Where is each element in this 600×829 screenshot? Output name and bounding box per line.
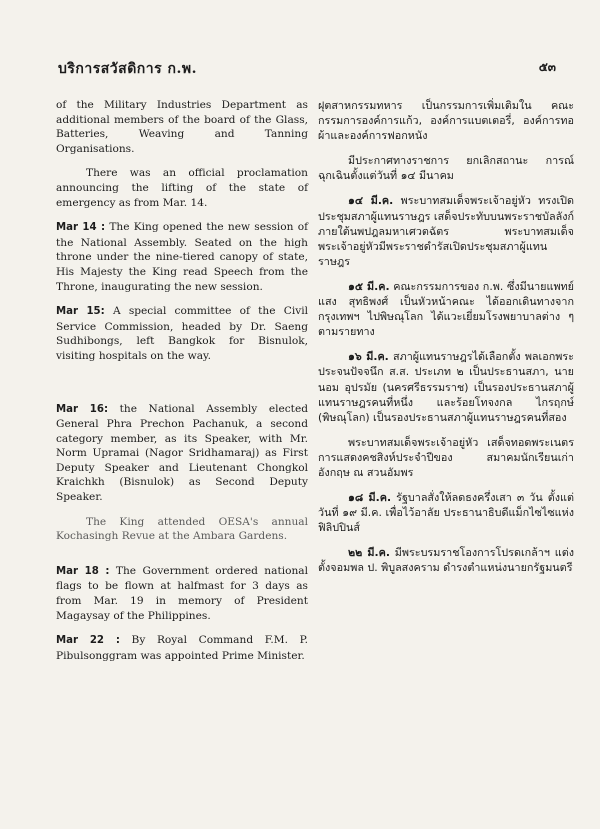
entry-date: ๑๔ มี.ค. [348, 194, 394, 208]
paragraph-revue [56, 515, 308, 544]
thai-entry-16 [318, 349, 574, 424]
entry-date: Mar 22 : [56, 635, 120, 647]
entry-date: Mar 18 : [56, 565, 110, 577]
entry-mar-15 [56, 304, 308, 363]
entry-date: ๑๘ มี.ค. [348, 491, 392, 505]
paragraph-text: of the Military Industries Department as additional members of the board of the Glass, Batteries, Weaving and Tanning Organisations. [56, 99, 308, 155]
page-header [58, 58, 556, 82]
thai-column [318, 98, 574, 576]
entry-mar-22 [56, 633, 308, 663]
english-column [56, 98, 308, 663]
entry-text: รัฐบาลสั่งให้ลดธงครึ่งเสา ๓ วัน ตั้งแต่วันที่ ๑๙ มี.ค. เพื่อไว้อาลัย ประธานาธิบดีแม็กไซไซแห่งฟิลิปปินส์ [318, 491, 574, 535]
entry-text: มีพระบรมราชโองการโปรดเกล้าฯ แต่งตั้งจอมพล ป. พิบูลสงคราม ดำรงตำแหน่งนายกรัฐมนตรี [318, 546, 574, 575]
entry-date: ๒๒ มี.ค. [348, 546, 390, 560]
entry-text: the National Assembly elected General Phra Prechon Pachanuk, a second category member, as its Speaker, with Mr. Norm Upramai (Nagor Sridhamaraj) as First Deputy Speaker and Lieutenant Chongkol Kraichkh (Bisnulok) as Second Deputy Speaker. [56, 402, 308, 504]
thai-entry-15 [318, 279, 574, 339]
entry-date: Mar 15: [56, 306, 105, 318]
paragraph-text: The King attended OESA's annual Kochasingh Revue at the Ambara Gardens. [56, 515, 308, 543]
entry-text: The Government ordered national flags to be flown at halfmast for 3 days as from Mar. 19 in memory of President Magaysay of the Philippines. [56, 564, 308, 622]
paragraph-continuation [56, 98, 308, 156]
page-number: ๕๓ [538, 60, 556, 74]
entry-text: คณะกรรมการของ ก.พ. ซึ่งมีนายแพทย์แสง สุทธิพงศ์ เป็นหัวหน้าคณะ ได้ออกเดินทางจากกรุงเทพฯ ไปพิษณุโลก ได้แวะเยี่ยมโรงพยาบาลต่าง ๆ ตามรายทาง [318, 279, 575, 339]
thai-paragraph-continuation [318, 98, 574, 143]
paragraph-text: มีประกาศทางราชการ ยกเลิกสถานะ การณ์ฉุกเฉินตั้งแต่วันที่ ๑๔ มีนาคม [318, 154, 574, 183]
entry-date: Mar 16: [56, 403, 109, 415]
paragraph-text: There was an official proclamation announcing the lifting of the state of emergency as from Mar. 14. [56, 167, 308, 209]
entry-text: By Royal Command F.M. P. Pibulsonggram was appointed Prime Minister. [56, 634, 308, 662]
paragraph-text: พระบาทสมเด็จพระเจ้าอยู่หัว เสด็จทอดพระเนตรการแสดงคชสิงห์ประจำปีของ สมาคมนักเรียนเก่าอังกฤษ ณ สวนอัมพร [318, 435, 574, 479]
entry-date: ๑๕ มี.ค. [348, 279, 390, 293]
running-title: บริการสวัสดิการ ก.พ. [58, 61, 197, 77]
thai-paragraph-emergency [318, 153, 574, 183]
entry-date: ๑๖ มี.ค. [348, 350, 389, 364]
paragraph-emergency [56, 166, 308, 210]
entry-text: พระบาทสมเด็จพระเจ้าอยู่หัว ทรงเปิดประชุมสภาผู้แทนราษฎร เสด็จประทับบนพระราชบัลลังก์ภายใต้นพปฎลมหาเศวตฉัตร พระบาทสมเด็จพระเจ้าอยู่หัวมีพระราชดำรัสเปิดประชุมสภาผู้แทนราษฎร [318, 194, 574, 268]
thai-paragraph-revue [318, 435, 574, 480]
thai-entry-14 [318, 193, 574, 268]
entry-mar-16 [56, 402, 308, 505]
entry-mar-14 [56, 220, 308, 294]
entry-text: A special committee of the Civil Service Commission, headed by Dr. Saeng Sudhibongs, left Bangkok for Bisnulok, visiting hospitals on the way. [56, 305, 308, 362]
entry-text: สภาผู้แทนราษฎรได้เลือกตั้ง พลเอกพระประจนปัจจนึก ส.ส. ประเภท ๒ เป็นประธานสภา, นายนอม อุปรมัย (นครศรีธรรมราช) เป็นรองประธานสภาผู้แทนราษฎรคนที่หนึ่ง และร้อยโทจงกล ไกรฤกษ์ (พิษณุโลก) เป็นรองประธานสภาผู้แทนราษฎรคนที่สอง [318, 350, 574, 424]
entry-mar-18 [56, 564, 308, 623]
paragraph-text: ฝุตสาหกรรมทหาร เป็นกรรมการเพิ่มเติมใน คณะกรรมการองค์การแก้ว, องค์การแบตเตอรี่, องค์การทอผ้าและองค์การฟอกหนัง [318, 99, 574, 143]
entry-date: Mar 14 : [56, 222, 106, 234]
thai-entry-18 [318, 490, 574, 535]
thai-entry-22 [318, 545, 574, 575]
entry-text: The King opened the new session of the National Assembly. Seated on the high throne under the nine-tiered canopy of state, His Majesty the King read Speech from the Throne, inaugurating the new session. [56, 221, 308, 293]
